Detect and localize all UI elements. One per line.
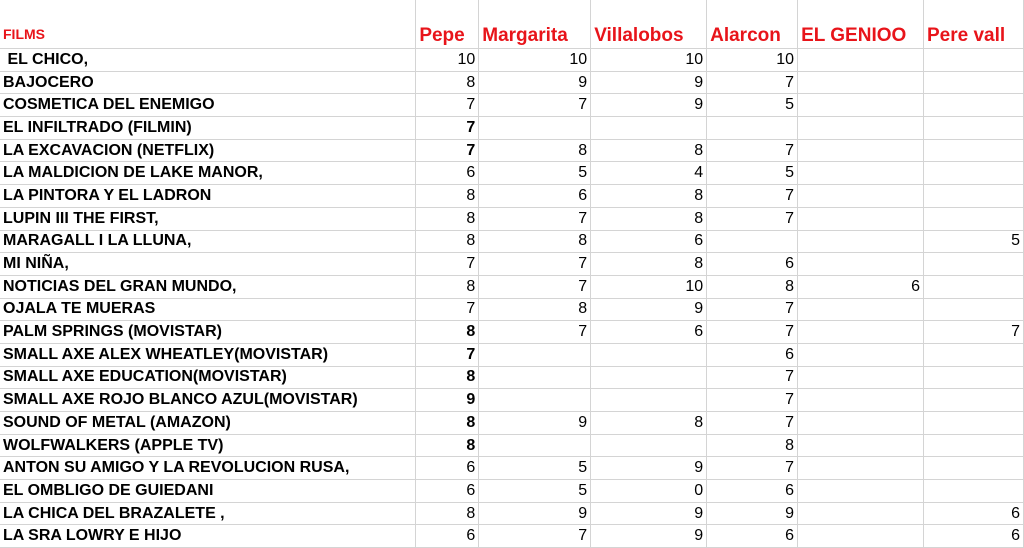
score-cell-villalobos[interactable] (591, 389, 707, 412)
score-cell-pere-vall[interactable]: 6 (924, 502, 1024, 525)
score-cell-villalobos[interactable]: 8 (591, 207, 707, 230)
score-cell-el-genioo[interactable] (798, 49, 924, 72)
film-title-cell[interactable]: LA MALDICION DE LAKE MANOR, (0, 162, 416, 185)
score-cell-pepe[interactable]: 8 (416, 71, 479, 94)
table-row (0, 502, 1024, 525)
score-cell-pere-vall[interactable] (924, 117, 1024, 140)
score-cell-villalobos[interactable]: 10 (591, 49, 707, 72)
score-cell-villalobos[interactable] (591, 343, 707, 366)
film-title-cell[interactable]: OJALA TE MUERAS (0, 298, 416, 321)
score-cell-alarcon[interactable]: 7 (707, 71, 798, 94)
score-cell-pepe[interactable]: 7 (416, 343, 479, 366)
film-title-cell[interactable]: SMALL AXE ROJO BLANCO AZUL(MOVISTAR) (0, 389, 416, 412)
score-cell-pere-vall[interactable] (924, 162, 1024, 185)
score-cell-villalobos[interactable]: 9 (591, 525, 707, 548)
score-cell-villalobos[interactable]: 9 (591, 457, 707, 480)
score-cell-pepe[interactable]: 7 (416, 298, 479, 321)
score-cell-pere-vall[interactable] (924, 457, 1024, 480)
score-cell-el-genioo[interactable] (798, 502, 924, 525)
score-cell-pepe[interactable]: 8 (416, 366, 479, 389)
score-cell-villalobos[interactable]: 6 (591, 321, 707, 344)
score-cell-margarita[interactable]: 8 (479, 139, 591, 162)
score-cell-el-genioo[interactable] (798, 298, 924, 321)
score-cell-margarita[interactable] (479, 343, 591, 366)
score-cell-alarcon[interactable]: 7 (707, 389, 798, 412)
table-row (0, 162, 1024, 185)
score-cell-pere-vall[interactable] (924, 389, 1024, 412)
score-cell-margarita[interactable]: 5 (479, 480, 591, 503)
film-title-cell[interactable]: LA SRA LOWRY E HIJO (0, 525, 416, 548)
score-cell-el-genioo[interactable] (798, 525, 924, 548)
film-title-cell[interactable]: PALM SPRINGS (MOVISTAR) (0, 321, 416, 344)
score-cell-margarita[interactable]: 8 (479, 298, 591, 321)
table-row (0, 71, 1024, 94)
table-row (0, 343, 1024, 366)
film-title-cell[interactable]: LUPIN III THE FIRST, (0, 207, 416, 230)
score-cell-margarita[interactable]: 10 (479, 49, 591, 72)
table-row (0, 275, 1024, 298)
score-cell-margarita[interactable]: 6 (479, 185, 591, 208)
score-cell-villalobos[interactable] (591, 117, 707, 140)
score-cell-pepe[interactable]: 10 (416, 49, 479, 72)
score-cell-margarita[interactable] (479, 366, 591, 389)
film-title-cell[interactable]: BAJOCERO (0, 71, 416, 94)
score-cell-el-genioo[interactable] (798, 253, 924, 276)
score-cell-pepe[interactable]: 9 (416, 389, 479, 412)
score-cell-alarcon[interactable]: 7 (707, 298, 798, 321)
score-cell-pepe[interactable]: 8 (416, 502, 479, 525)
critic-header-alarcon[interactable]: Alarcon (707, 0, 798, 49)
score-cell-margarita[interactable] (479, 389, 591, 412)
score-cell-pere-vall[interactable] (924, 412, 1024, 435)
score-cell-pepe[interactable]: 8 (416, 412, 479, 435)
score-cell-alarcon[interactable]: 6 (707, 525, 798, 548)
score-cell-pere-vall[interactable]: 5 (924, 230, 1024, 253)
score-cell-pere-vall[interactable] (924, 207, 1024, 230)
film-title-cell[interactable]: COSMETICA DEL ENEMIGO (0, 94, 416, 117)
score-cell-el-genioo[interactable] (798, 185, 924, 208)
film-title-cell[interactable]: WOLFWALKERS (APPLE TV) (0, 434, 416, 457)
table-row (0, 185, 1024, 208)
score-cell-villalobos[interactable]: 9 (591, 298, 707, 321)
critic-header-pepe[interactable]: Pepe (416, 0, 479, 49)
table-row (0, 457, 1024, 480)
score-cell-villalobos[interactable]: 6 (591, 230, 707, 253)
table-row (0, 298, 1024, 321)
score-cell-alarcon[interactable]: 6 (707, 343, 798, 366)
film-title-cell[interactable]: ANTON SU AMIGO Y LA REVOLUCION RUSA, (0, 457, 416, 480)
score-cell-pepe[interactable]: 8 (416, 434, 479, 457)
score-cell-margarita[interactable]: 7 (479, 207, 591, 230)
film-title-cell[interactable]: SMALL AXE ALEX WHEATLEY(MOVISTAR) (0, 343, 416, 366)
score-cell-villalobos[interactable] (591, 434, 707, 457)
score-cell-alarcon[interactable]: 7 (707, 139, 798, 162)
score-cell-alarcon[interactable] (707, 230, 798, 253)
score-cell-el-genioo[interactable] (798, 389, 924, 412)
table-row (0, 525, 1024, 548)
score-cell-pepe[interactable]: 6 (416, 525, 479, 548)
score-cell-margarita[interactable]: 9 (479, 412, 591, 435)
score-cell-margarita[interactable] (479, 434, 591, 457)
critic-header-villalobos[interactable]: Villalobos (591, 0, 707, 49)
score-cell-villalobos[interactable]: 9 (591, 71, 707, 94)
score-cell-pere-vall[interactable]: 6 (924, 525, 1024, 548)
score-cell-alarcon[interactable] (707, 117, 798, 140)
score-cell-villalobos[interactable]: 8 (591, 185, 707, 208)
score-cell-margarita[interactable] (479, 117, 591, 140)
score-cell-margarita[interactable]: 7 (479, 275, 591, 298)
score-cell-margarita[interactable]: 9 (479, 71, 591, 94)
table-row (0, 412, 1024, 435)
score-cell-pere-vall[interactable]: 7 (924, 321, 1024, 344)
critic-header-pere-vall[interactable]: Pere vall (924, 0, 1024, 49)
table-row (0, 434, 1024, 457)
score-cell-pepe[interactable]: 7 (416, 139, 479, 162)
score-cell-pere-vall[interactable] (924, 298, 1024, 321)
score-cell-alarcon[interactable]: 7 (707, 185, 798, 208)
film-title-cell[interactable]: EL OMBLIGO DE GUIEDANI (0, 480, 416, 503)
table-row (0, 321, 1024, 344)
score-cell-villalobos[interactable] (591, 366, 707, 389)
table-row (0, 139, 1024, 162)
score-cell-el-genioo[interactable] (798, 230, 924, 253)
critic-header-margarita[interactable]: Margarita (479, 0, 591, 49)
score-cell-el-genioo[interactable] (798, 207, 924, 230)
score-cell-el-genioo[interactable] (798, 366, 924, 389)
film-title-cell[interactable]: NOTICIAS DEL GRAN MUNDO, (0, 275, 416, 298)
score-cell-margarita[interactable]: 7 (479, 525, 591, 548)
table-row (0, 480, 1024, 503)
score-cell-pere-vall[interactable] (924, 343, 1024, 366)
score-cell-villalobos[interactable]: 9 (591, 94, 707, 117)
score-cell-el-genioo[interactable] (798, 94, 924, 117)
table-row (0, 389, 1024, 412)
score-cell-alarcon[interactable]: 7 (707, 321, 798, 344)
score-cell-villalobos[interactable]: 0 (591, 480, 707, 503)
score-cell-el-genioo[interactable] (798, 343, 924, 366)
score-cell-alarcon[interactable]: 6 (707, 480, 798, 503)
score-cell-margarita[interactable]: 7 (479, 321, 591, 344)
score-cell-pere-vall[interactable] (924, 139, 1024, 162)
score-cell-margarita[interactable]: 8 (479, 230, 591, 253)
score-cell-margarita[interactable]: 7 (479, 253, 591, 276)
score-cell-el-genioo[interactable] (798, 457, 924, 480)
score-cell-pepe[interactable]: 7 (416, 117, 479, 140)
score-cell-villalobos[interactable]: 4 (591, 162, 707, 185)
score-cell-pere-vall[interactable] (924, 71, 1024, 94)
score-cell-el-genioo[interactable]: 6 (798, 275, 924, 298)
score-cell-margarita[interactable]: 5 (479, 162, 591, 185)
score-cell-el-genioo[interactable] (798, 71, 924, 94)
score-cell-villalobos[interactable]: 8 (591, 412, 707, 435)
score-cell-pere-vall[interactable] (924, 94, 1024, 117)
score-cell-alarcon[interactable]: 8 (707, 434, 798, 457)
score-cell-pere-vall[interactable] (924, 480, 1024, 503)
score-cell-el-genioo[interactable] (798, 162, 924, 185)
score-cell-villalobos[interactable]: 9 (591, 502, 707, 525)
score-cell-alarcon[interactable]: 7 (707, 412, 798, 435)
score-cell-alarcon[interactable]: 5 (707, 162, 798, 185)
score-cell-pepe[interactable]: 8 (416, 185, 479, 208)
score-cell-el-genioo[interactable] (798, 139, 924, 162)
score-cell-alarcon[interactable]: 7 (707, 457, 798, 480)
film-title-cell[interactable]: LA EXCAVACION (NETFLIX) (0, 139, 416, 162)
score-cell-pepe[interactable]: 6 (416, 457, 479, 480)
films-header[interactable]: FILMS (0, 0, 416, 49)
score-cell-pere-vall[interactable] (924, 49, 1024, 72)
film-title-cell[interactable]: LA CHICA DEL BRAZALETE , (0, 502, 416, 525)
score-cell-pepe[interactable]: 8 (416, 321, 479, 344)
header-row (0, 0, 1024, 49)
score-cell-villalobos[interactable]: 8 (591, 253, 707, 276)
film-title-cell[interactable]: MI NIÑA, (0, 253, 416, 276)
film-title-cell[interactable]: SMALL AXE EDUCATION(MOVISTAR) (0, 366, 416, 389)
critic-header-el-genioo[interactable]: EL GENIOO (798, 0, 924, 49)
score-cell-pere-vall[interactable] (924, 366, 1024, 389)
film-title-cell[interactable]: EL INFILTRADO (FILMIN) (0, 117, 416, 140)
score-cell-pepe[interactable]: 8 (416, 230, 479, 253)
score-cell-pepe[interactable]: 6 (416, 480, 479, 503)
score-cell-alarcon[interactable]: 9 (707, 502, 798, 525)
table-row (0, 253, 1024, 276)
score-cell-pepe[interactable]: 8 (416, 275, 479, 298)
film-title-cell[interactable]: MARAGALL I LA LLUNA, (0, 230, 416, 253)
table-row (0, 94, 1024, 117)
score-cell-margarita[interactable]: 7 (479, 94, 591, 117)
score-cell-pepe[interactable]: 7 (416, 253, 479, 276)
table-row (0, 117, 1024, 140)
score-cell-el-genioo[interactable] (798, 480, 924, 503)
score-cell-pepe[interactable]: 6 (416, 162, 479, 185)
score-cell-alarcon[interactable]: 6 (707, 253, 798, 276)
score-cell-alarcon[interactable]: 7 (707, 207, 798, 230)
score-cell-margarita[interactable]: 9 (479, 502, 591, 525)
score-cell-pere-vall[interactable] (924, 434, 1024, 457)
table-row (0, 207, 1024, 230)
score-cell-alarcon[interactable]: 5 (707, 94, 798, 117)
score-cell-alarcon[interactable]: 7 (707, 366, 798, 389)
score-cell-margarita[interactable]: 5 (479, 457, 591, 480)
score-cell-pepe[interactable]: 7 (416, 94, 479, 117)
score-cell-pepe[interactable]: 8 (416, 207, 479, 230)
table-row (0, 366, 1024, 389)
score-cell-alarcon[interactable]: 10 (707, 49, 798, 72)
table-row (0, 230, 1024, 253)
score-cell-pere-vall[interactable] (924, 275, 1024, 298)
score-cell-alarcon[interactable]: 8 (707, 275, 798, 298)
score-cell-el-genioo[interactable] (798, 412, 924, 435)
score-cell-pere-vall[interactable] (924, 185, 1024, 208)
film-title-cell[interactable]: LA PINTORA Y EL LADRON (0, 185, 416, 208)
score-cell-el-genioo[interactable] (798, 434, 924, 457)
table-row (0, 49, 1024, 72)
score-cell-pere-vall[interactable] (924, 253, 1024, 276)
score-cell-villalobos[interactable]: 8 (591, 139, 707, 162)
film-title-cell[interactable]: EL CHICO, (0, 49, 416, 72)
score-cell-el-genioo[interactable] (798, 321, 924, 344)
score-cell-el-genioo[interactable] (798, 117, 924, 140)
score-cell-villalobos[interactable]: 10 (591, 275, 707, 298)
film-title-cell[interactable]: SOUND OF METAL (AMAZON) (0, 412, 416, 435)
